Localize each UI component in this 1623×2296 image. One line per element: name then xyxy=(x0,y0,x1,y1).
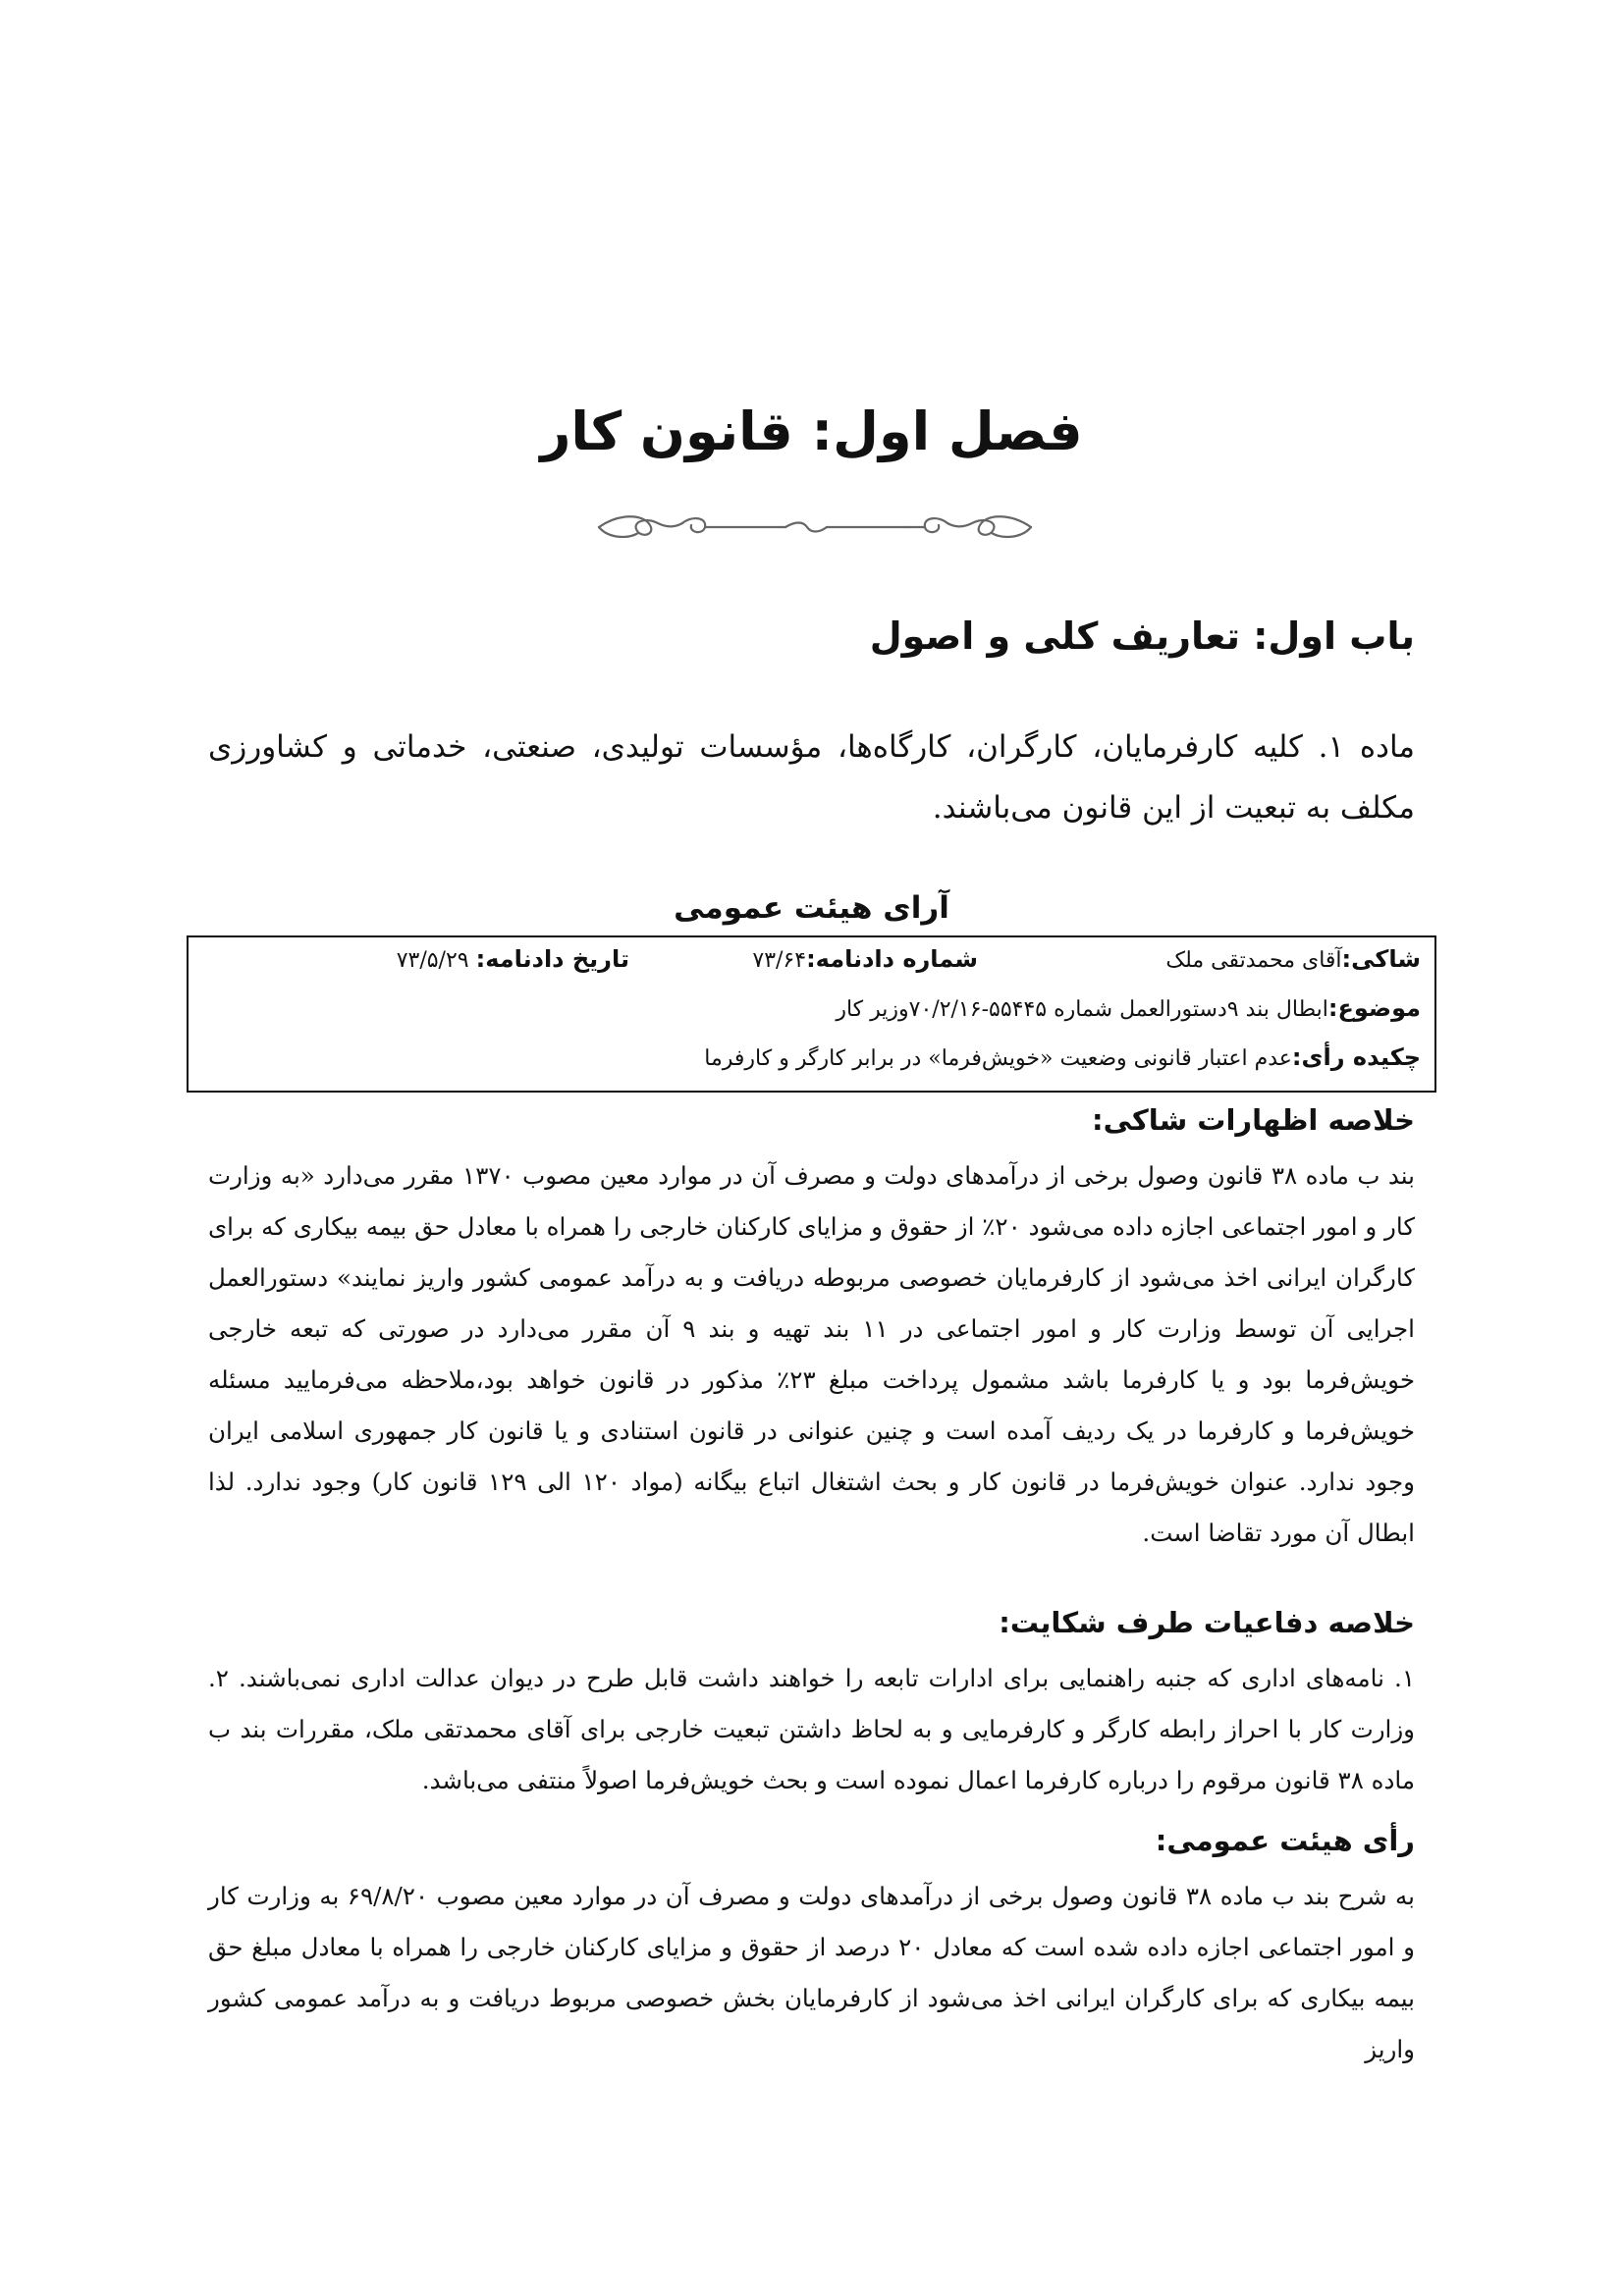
case-date-label: تاریخ دادنامه: xyxy=(475,945,629,973)
article-1: ماده ۱. کلیه کارفرمایان، کارگران، کارگاه‌ها، مؤسسات تولیدی، صنعتی، خدماتی و کشاورزی مکلف به تبعیت از این قانون می‌باشند. xyxy=(208,729,1416,826)
case-date-value: ۷۳/۵/۲۹ xyxy=(396,948,469,973)
summary-row xyxy=(704,1043,1421,1071)
case-number-label: شماره دادنامه: xyxy=(806,945,978,973)
case-summary-box xyxy=(187,935,1436,1093)
case-date xyxy=(397,945,629,973)
subject-row xyxy=(836,994,1421,1022)
subject-label: موضوع: xyxy=(1327,994,1421,1022)
defense-text: ۱. نامه‌های اداری که جنبه راهنمایی برای ادارات تابعه را خواهند داشت قابل طرح در دیوان عدالت اداری نمی‌باشند. ۲. وزارت کار با احراز رابطه کارگر و کارفرمایی و به لحاظ داشتن تبعیت خارجی برای آقای محمدتقی ملک، مقررات بند ب ماده ۳۸ قانون مرقوم را درباره کارفرما اعمال نموده است و بحث خویش‌فرما اصولاً منتفی می‌باشد. xyxy=(208,1664,1415,1794)
case-number xyxy=(752,945,978,973)
summary-value: عدم اعتبار قانونی وضعیت «خویش‌فرما» در برابر کارگر و کارفرما xyxy=(704,1046,1292,1071)
complaint-text: بند ب ماده ۳۸ قانون وصول برخی از درآمدهای دولت و مصرف آن در موارد معین مصوب ۱۳۷۰ مقرر می‌دارد «به وزارت کار و امور اجتماعی اجازه داده می‌شود ۲۰٪ از حقوق و مزایای کارکنان خارجی را همراه با معادل حق بیمه بیکاری که برای کارگران ایرانی اخذ می‌شود از کارفرمایان خصوصی مربوطه دریافت و به درآمد عمومی کشور واریز نمایند» دستورالعمل اجرایی آن توسط وزارت کار و امور اجتماعی در ۱۱ بند تهیه و بند ۹ آن مقرر می‌دارد در صورتی که تبعه خارجی خویش‌فرما بود و یا کارفرما باشد مشمول پرداخت مبلغ ۲۳٪ مذکور در قانون خواهد بود،ملاحظه می‌فرمایید مسئله خویش‌فرما و کارفرما در یک ردیف آمده است و چنین عنوانی در قانون استنادی و یا قانون کار جمهوری اسلامی ایران وجود ندارد. عنوان خویش‌فرما در قانون کار و بحث اشتغال اتباع بیگانه (مواد ۱۲۰ الی ۱۲۹ قانون کار) وجود ندارد. لذا ابطال آن مورد تقاضا است. xyxy=(208,1161,1415,1547)
plaintiff-row xyxy=(1165,945,1421,973)
subject-value: ابطال بند ۹دستورالعمل شماره ۵۵۴۴۵-۷۰/۲/۱۶وزیر کار xyxy=(836,997,1328,1022)
section-title: باب اول: تعاریف کلی و اصول xyxy=(869,614,1415,658)
complaint-heading: خلاصه اظهارات شاکی: xyxy=(1092,1103,1415,1137)
rulings-title: آرای هیئت عمومی xyxy=(674,890,949,926)
plaintiff-value: آقای محمدتقی ملک xyxy=(1165,948,1342,973)
chapter-title: فصل اول: قانون کار xyxy=(540,400,1083,462)
defense-heading: خلاصه دفاعیات طرف شکایت: xyxy=(999,1606,1415,1639)
ruling-heading: رأی هیئت عمومی: xyxy=(1155,1824,1415,1857)
plaintiff-label: شاکی: xyxy=(1341,945,1421,973)
summary-label: چکیده رأی: xyxy=(1291,1043,1421,1071)
case-number-value: ۷۳/۶۴ xyxy=(752,948,807,973)
ruling-text: به شرح بند ب ماده ۳۸ قانون وصول برخی از درآمدهای دولت و مصرف آن در موارد معین مصوب ۶۹/۸/۲۰ به وزارت کار و امور اجتماعی اجازه داده شده است که معادل ۲۰ درصد از حقوق و مزایای کارکنان خارجی را همراه با معادل مبلغ حق بیمه بیکاری که برای کارگران ایرانی اخذ می‌شود از کارفرمایان بخش خصوصی مربوط دریافت و به درآمد عمومی کشور واریز xyxy=(208,1882,1416,2063)
ornament-divider-icon xyxy=(579,496,1051,555)
